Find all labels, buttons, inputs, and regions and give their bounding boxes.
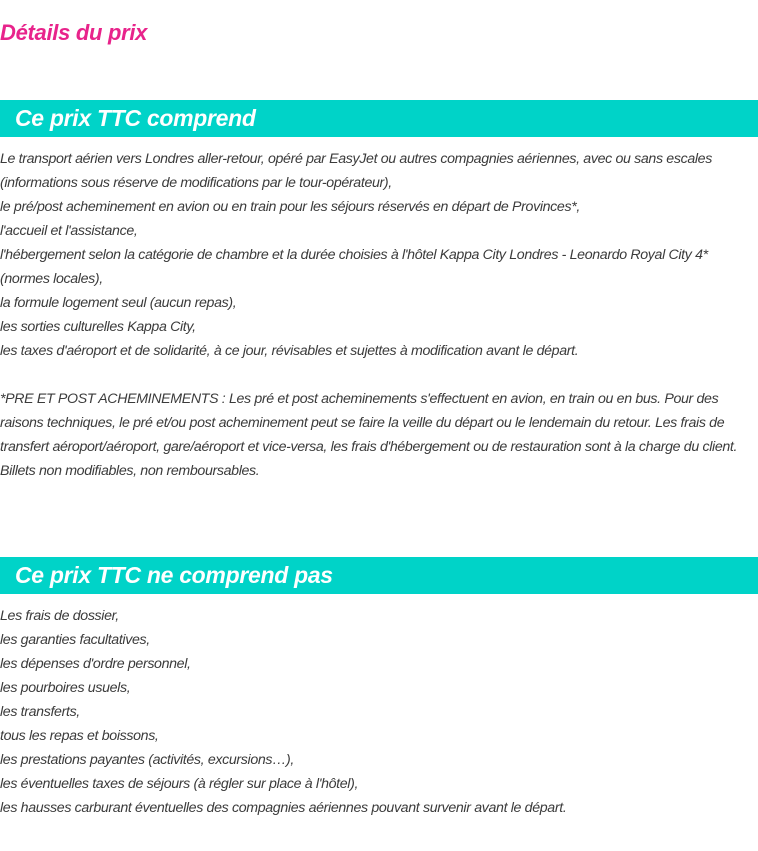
excluded-item: les hausses carburant éventuelles des compagnies aériennes pouvant survenir avant le départ.	[0, 800, 567, 816]
excluded-item: tous les repas et boissons,	[0, 728, 159, 744]
included-item: la formule logement seul (aucun repas),	[0, 295, 237, 311]
excluded-heading: Ce prix TTC ne comprend pas	[15, 562, 333, 588]
excluded-item: les dépenses d'ordre personnel,	[0, 656, 191, 672]
excluded-item: les éventuelles taxes de séjours (à régler sur place à l'hôtel),	[0, 776, 359, 792]
page-title: Détails du prix	[0, 20, 148, 45]
excluded-item: les pourboires usuels,	[0, 680, 131, 696]
transfer-note: *PRE ET POST ACHEMINEMENTS : Les pré et post acheminements s'effectuent en avion, en train ou en bus. Pour des raisons techniques, le pré et/ou post acheminement peut se faire la veille du départ ou le lendemain du retour. Les frais de transfert aéroport/aéroport, gare/aéroport et vice-versa, les frais d'hébergement ou de restauration sont à la charge du client. Billets non modifiables, non remboursables.	[0, 391, 738, 479]
included-section-header	[0, 100, 758, 137]
excluded-list	[0, 604, 758, 820]
included-item: les taxes d'aéroport et de solidarité, à ce jour, révisables et sujettes à modification avant le départ.	[0, 343, 579, 359]
included-item: Le transport aérien vers Londres aller-retour, opéré par EasyJet ou autres compagnies aériennes, avec ou sans escales (informations sous réserve de modifications par le tour-opérateur),	[0, 151, 712, 191]
excluded-item: les transferts,	[0, 704, 80, 720]
included-item: le pré/post acheminement en avion ou en train pour les séjours réservés en départ de Provinces*,	[0, 199, 580, 215]
excluded-item: Les frais de dossier,	[0, 608, 119, 624]
included-list	[0, 147, 758, 483]
excluded-item: les prestations payantes (activités, excursions…),	[0, 752, 294, 768]
included-item: l'accueil et l'assistance,	[0, 223, 138, 239]
excluded-item: les garanties facultatives,	[0, 632, 150, 648]
included-item: l'hébergement selon la catégorie de chambre et la durée choisies à l'hôtel Kappa City Londres - Leonardo Royal City 4* (normes locales),	[0, 247, 708, 287]
excluded-section-header	[0, 557, 758, 594]
included-heading: Ce prix TTC comprend	[15, 105, 256, 131]
included-item: les sorties culturelles Kappa City,	[0, 319, 196, 335]
